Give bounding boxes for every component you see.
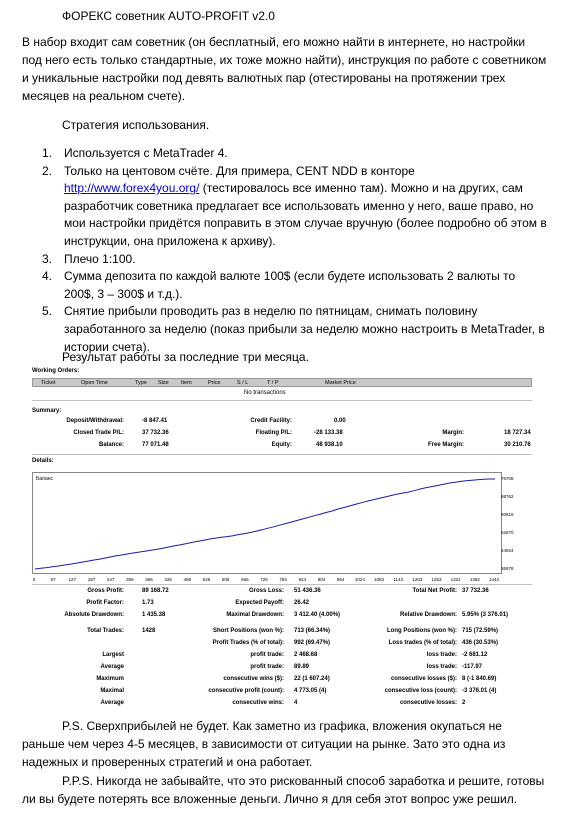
x-tick-label: 844 [298, 577, 307, 582]
x-tick-label: 1263 [431, 577, 442, 582]
strategy-list [22, 145, 547, 356]
x-tick-label: 546 [202, 577, 211, 582]
y-tick-label: 36978 [501, 566, 514, 571]
list-item [22, 145, 547, 163]
y-tick-label: 76708 [501, 476, 514, 481]
x-tick-label: 1203 [412, 577, 423, 582]
summary-key: Margin: [442, 430, 464, 436]
stat-value: 89.89 [294, 664, 310, 670]
stat-label: Total Trades: [87, 628, 124, 634]
x-tick-label: 306 [126, 577, 134, 582]
summary-key: Credit Facility: [250, 418, 292, 424]
stat-label: consecutive wins ($): [223, 676, 284, 682]
x-tick-label: 1024 [354, 577, 365, 582]
y-tick-label: 60816 [501, 512, 514, 517]
orders-header-row [32, 378, 532, 387]
column-header: Type [135, 380, 147, 386]
stat-label: Profit Factor: [86, 600, 124, 606]
list-text: Только на центовом счёте. Для примера, CENT NDD в конторе [64, 163, 415, 178]
stat-label: profit trade: [250, 664, 284, 670]
summary-label: Summary: [32, 408, 62, 414]
stat-value: 436 (30.53%) [462, 640, 499, 646]
stat-value: -3 376.01 (4) [462, 688, 497, 694]
stat-label: loss trade: [426, 652, 457, 658]
ps-paragraph: P.S. Сверхприбылей не будет. Как заметно из графика, вложения окупаться не раньше чем через 4-5 месяцев, в зависимости от ситуации на рынке. Зато это одна из надежных и проверенных стратегий и она работает. [22, 719, 506, 769]
stat-label: Maximal [100, 688, 124, 694]
pps-paragraph: P.P.S. Никогда не забывайте, что это рискованный способ заработка и решите, готовы ли вы будете потерять все вложенные деньги. Лично я для себя этот вопрос уже решил. [22, 774, 545, 806]
x-tick-label: 426 [164, 577, 172, 582]
y-axis [498, 472, 532, 576]
x-tick-label: 1322 [450, 577, 461, 582]
document-title: ФОРЕКС советник AUTO-PROFIT v2.0 [62, 9, 275, 23]
stats-table [32, 588, 532, 713]
stat-value: -117.97 [462, 664, 483, 670]
stat-value: 4 [294, 700, 298, 706]
stat-label: Average [100, 700, 124, 706]
list-item [22, 251, 547, 269]
list-number: 2. [42, 163, 53, 178]
stat-value: 2 468.68 [294, 652, 318, 658]
summary-key: Free Margin: [427, 442, 464, 448]
x-tick-label: 784 [279, 577, 287, 582]
stat-label: Absolute Drawdown: [64, 612, 124, 618]
column-header: T / P [267, 380, 279, 386]
stat-value: 715 (72.59%) [462, 628, 499, 634]
strategy-heading: Стратегия использования. [62, 118, 210, 132]
working-orders-label: Working Orders: [32, 368, 80, 374]
list-text: Сумма депозита по каждой валюте 100$ (если будете использовать 2 валюты то 200$, 3 – 300$ и т.д.). [64, 269, 516, 301]
stat-value: 51 436.36 [294, 588, 321, 594]
stat-label: Short Positions (won %): [213, 628, 284, 634]
stat-value: 89 168.72 [142, 588, 169, 594]
summary-key: Balance: [98, 442, 124, 448]
y-tick-label: 52870 [501, 530, 514, 535]
stat-label: Maximal Drawdown: [226, 612, 284, 618]
stat-value: 5.95% (3 376.01) [462, 612, 509, 618]
x-tick-label: 366 [145, 577, 153, 582]
stat-value: 26.42 [294, 600, 310, 606]
column-header: Open Time [81, 380, 108, 386]
forex4you-link[interactable]: http://www.forex4you.org/ [64, 181, 200, 196]
stat-label: Expected Payoff: [235, 600, 284, 606]
summary-key: Floating P/L: [255, 430, 292, 436]
divider [32, 454, 532, 455]
x-tick-label: 67 [50, 577, 56, 582]
stat-label: consecutive losses ($): [390, 676, 457, 682]
summary-value: 48 938.10 [316, 442, 343, 448]
stat-label: Gross Loss: [248, 588, 284, 594]
stat-label: Average [100, 664, 124, 670]
summary-value: -28 133.38 [314, 430, 343, 436]
list-item [22, 303, 547, 356]
list-text: Снятие прибыли проводить раз в неделю по пятницам, снимать половину заработанного за неделю (показ прибыли за неделю можно настроить в MetaTrader, в истории счета). [64, 304, 545, 354]
summary-key: Closed Trade P/L: [73, 430, 124, 436]
list-text: (тестировалось все именно там). Можно и на других, сам разработчик советника предлагает все использовать именно у него, ваше право, но мои настройки придётся поправить в этом случае вручную (более подробно об этом в инструкции, она приложена к архиву). [64, 181, 547, 248]
list-number: 4. [42, 269, 53, 284]
intro-paragraph: В набор входит сам советник (он бесплатный, его можно найти в интернете, но настройки под него есть только стандартные, их тоже можно найти), инструкция по работе с советником и уникальные настройки под девять валютных пар (отестированы на протяжении трех месяцев на реальном счете). [22, 35, 547, 103]
stat-label: Total Net Profit: [412, 588, 457, 594]
stat-value: 37 732.36 [462, 588, 489, 594]
stat-value: 992 (69.47%) [294, 640, 331, 646]
details-label: Details: [32, 458, 54, 464]
stat-label: Largest [102, 652, 124, 658]
stat-value: 22 (1 607.24) [294, 676, 330, 682]
stat-value: 713 (66.34%) [294, 628, 331, 634]
x-tick-label: 1083 [373, 577, 385, 582]
stat-label: Loss trades (% of total): [388, 640, 457, 646]
stat-label: consecutive profit (count): [208, 688, 284, 694]
stat-label: loss trade: [426, 664, 457, 670]
stat-label: profit trade: [250, 652, 284, 658]
summary-value: -8 847.41 [142, 418, 168, 424]
summary-value: 18 727.34 [504, 430, 531, 436]
stat-label: Gross Profit: [87, 588, 124, 594]
x-tick-label: 964 [336, 577, 345, 582]
summary-key: Equity: [271, 442, 292, 448]
x-tick-label: 1143 [393, 577, 404, 582]
x-tick-label: 605 [221, 577, 230, 582]
stat-value: 8 (-1 840.69) [462, 676, 497, 682]
list-number: 3. [42, 251, 53, 266]
stat-label: Profit Trades (% of total): [212, 640, 284, 646]
x-tick-label: 187 [87, 577, 96, 582]
stat-label: Maximum [96, 676, 124, 682]
column-header: Item [181, 380, 192, 386]
summary-value: 30 210.76 [504, 442, 531, 448]
list-item [22, 163, 547, 251]
x-tick-label: 486 [183, 577, 192, 582]
x-tick-label: 0 [32, 577, 36, 582]
divider [32, 584, 532, 585]
x-tick-label: 1382 [469, 577, 480, 582]
column-header: Ticket [41, 380, 56, 386]
x-tick-label: 904 [317, 577, 326, 582]
balance-series-line [35, 479, 495, 569]
summary-value: 77 071.48 [142, 442, 169, 448]
column-header: Size [158, 380, 169, 386]
divider [32, 400, 532, 401]
x-tick-label: 1442 [488, 577, 500, 582]
y-tick-label: 68762 [501, 494, 514, 499]
list-text: Используется с MetaTrader 4. [64, 146, 228, 160]
column-header: Market Price [325, 380, 356, 386]
column-header: Price [208, 380, 221, 386]
result-heading: Результат работы за последние три месяца. [62, 350, 309, 364]
stat-value: -2 681.12 [462, 652, 488, 658]
x-tick-label: 665 [241, 577, 249, 582]
x-tick-label: 725 [260, 577, 268, 582]
no-transactions: No transactions [244, 390, 286, 396]
summary-key: Deposit/Withdrawal: [66, 418, 124, 424]
list-item [22, 268, 547, 303]
stat-label: Relative Drawdown: [399, 612, 457, 618]
stat-value: 1 435.38 [142, 612, 166, 618]
stat-label: consecutive loss (count): [384, 688, 457, 694]
list-text: Плечо 1:100. [64, 251, 136, 266]
x-tick-label: 247 [106, 577, 115, 582]
stat-value: 1428 [142, 628, 156, 634]
list-number: 5. [42, 304, 53, 319]
y-tick-label: 44924 [501, 548, 514, 553]
balance-chart [32, 472, 502, 574]
stat-label: consecutive losses: [399, 700, 457, 706]
stat-value: 1.73 [142, 600, 154, 606]
summary-value: 0.00 [334, 418, 346, 424]
stat-value: 4 773.05 (4) [294, 688, 327, 694]
x-tick-label: 127 [68, 577, 77, 582]
stat-label: consecutive wins: [232, 700, 284, 706]
balance-chart-svg [33, 473, 501, 573]
summary-value: 37 732.36 [142, 430, 169, 436]
trading-report [32, 366, 532, 713]
list-number: 1. [42, 146, 53, 160]
x-axis [32, 574, 512, 584]
column-header: S / L [237, 380, 249, 386]
stat-value: 3 412.40 (4.00%) [294, 612, 341, 618]
stat-value: 2 [462, 700, 466, 706]
stat-label: Long Positions (won %): [387, 628, 457, 634]
chart-legend: Баланс [36, 476, 54, 482]
